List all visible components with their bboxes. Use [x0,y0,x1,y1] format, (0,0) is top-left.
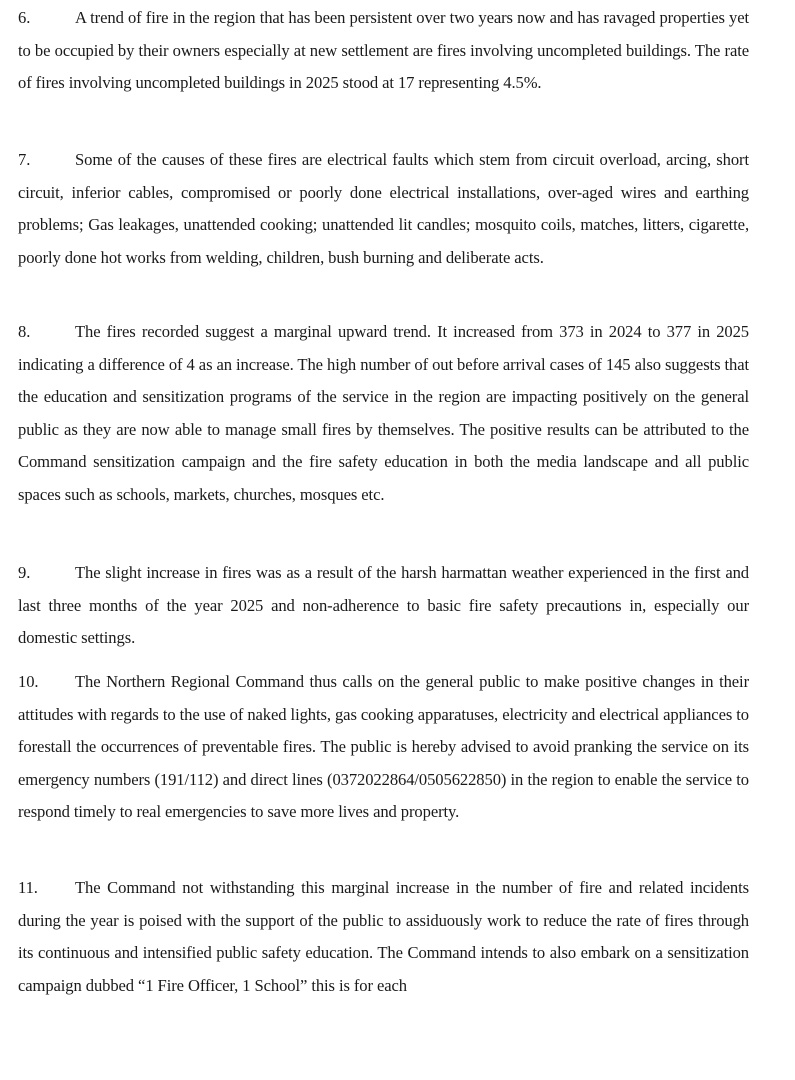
paragraph-text: The Command not withstanding this marginal increase in the number of fire and related incidents during the year is poised with the support of the public to assiduously work to reduce the rate of fires through its continuous and intensified public safety education. The Command intends to also embark on a sensitization campaign dubbed “1 Fire Officer, 1 School” this is for each [18,878,749,995]
paragraph-text: Some of the causes of these fires are electrical faults which stem from circuit overload, arcing, short circuit, inferior cables, compromised or poorly done electrical installations, over-aged wires and earthing problems; Gas leakages, unattended cooking; unattended lit candles; mosquito coils, matches, litters, cigarette, poorly done hot works from welding, children, bush burning and deliberate acts. [18,150,749,267]
paragraph-text: The fires recorded suggest a marginal upward trend. It increased from 373 in 2024 to 377 in 2025 indicating a difference of 4 as an increase. The high number of out before arrival cases of 145 also suggests that the education and sensitization programs of the service in the region are impacting positively on the general public as they are now able to manage small fires by themselves. The positive results can be attributed to the Command sensitization campaign and the fire safety education in both the media landscape and all public spaces such as schools, markets, churches, mosques etc. [18,322,749,504]
paragraph-number: 11. [18,878,38,897]
paragraph-number: 7. [18,150,31,169]
paragraph-9 [18,557,749,655]
paragraph-text: The slight increase in fires was as a result of the harsh harmattan weather experienced in the first and last three months of the year 2025 and non-adherence to basic fire safety precautions in, especially our domestic settings. [18,563,749,648]
paragraph-11 [18,872,749,1002]
paragraph-number: 9. [18,563,31,582]
paragraph-6 [18,2,749,100]
paragraph-8 [18,316,749,512]
paragraph-text: A trend of fire in the region that has been persistent over two years now and has ravaged properties yet to be occupied by their owners especially at new settlement are fires involving uncompleted buildings. The rate of fires involving uncompleted buildings in 2025 stood at 17 representing 4.5%. [18,8,749,93]
paragraph-number: 8. [18,322,31,341]
paragraph-10 [18,666,749,829]
paragraph-number: 6. [18,8,31,27]
paragraph-7 [18,144,749,274]
paragraph-text: The Northern Regional Command thus calls on the general public to make positive changes in their attitudes with regards to the use of naked lights, gas cooking apparatuses, electricity and electrical appliances to forestall the occurrences of preventable fires. The public is hereby advised to avoid pranking the service on its emergency numbers (191/112) and direct lines (0372022864/0505622850) in the region to enable the service to respond timely to real emergencies to save more lives and property. [18,672,749,822]
paragraph-number: 10. [18,672,39,691]
